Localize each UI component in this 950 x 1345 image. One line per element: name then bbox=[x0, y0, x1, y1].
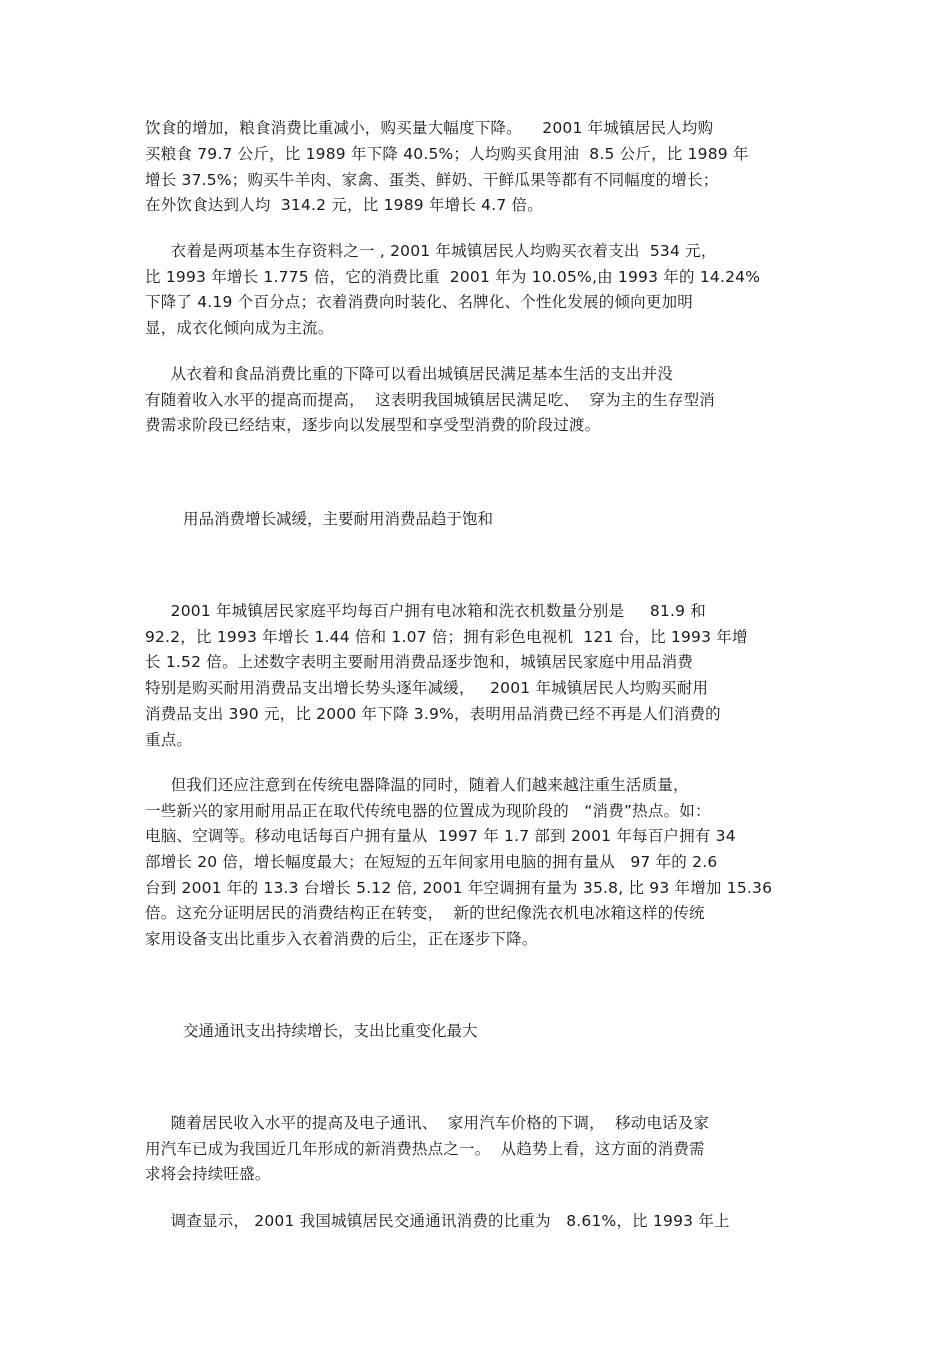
text-line: 家用设备支出比重步入衣着消费的后尘，正在逐步下降。 bbox=[145, 930, 538, 948]
text-line: 用汽车已成为我国近几年形成的新消费热点之一。 从趋势上看，这方面的消费需 bbox=[145, 1140, 705, 1158]
text-line: 重点。 bbox=[145, 731, 193, 749]
text-line: 但我们还应注意到在传统电器降温的同时，随着人们越来越注重生活质量， bbox=[145, 776, 689, 794]
text-line: 衣着是两项基本生存资料之一 , 2001 年城镇居民人均购买衣着支出 534 元， bbox=[145, 242, 717, 260]
section-heading: 交通通讯支出持续增长，支出比重变化最大 bbox=[183, 1022, 478, 1040]
text-line: 调查显示， 2001 我国城镇居民交通通讯消费的比重为 8.61%，比 1993 年上 bbox=[145, 1212, 730, 1230]
text-line: 比 1993 年增长 1.775 倍，它的消费比重 2001 年为 10.05%,由 1993 年的 14.24% bbox=[145, 268, 761, 286]
text-line: 特别是购买耐用消费品支出增长势头逐年减缓， 2001 年城镇居民人均购买耐用 bbox=[145, 679, 709, 697]
text-line: 有随着收入水平的提高而提高， 这表明我国城镇居民满足吃、 穿为主的生存型消 bbox=[145, 391, 716, 409]
text-line: 增长 37.5%；购买牛羊肉、家禽、蛋类、鲜奶、干鲜瓜果等都有不同幅度的增长； bbox=[145, 171, 719, 189]
text-line: 2001 年城镇居民家庭平均每百户拥有电冰箱和洗衣机数量分别是 81.9 和 bbox=[145, 602, 706, 620]
text-line: 92.2，比 1993 年增长 1.44 倍和 1.07 倍；拥有彩色电视机 121 台，比 1993 年增 bbox=[145, 628, 748, 646]
text-line: 下降了 4.19 个百分点；衣着消费向时装化、名牌化、个性化发展的倾向更加明 bbox=[145, 293, 693, 311]
section-heading: 用品消费增长减缓，主要耐用消费品趋于饱和 bbox=[183, 510, 494, 528]
text-line: 倍。这充分证明居民的消费结构正在转变， 新的世纪像洗衣机电冰箱这样的传统 bbox=[145, 904, 705, 922]
text-line: 台到 2001 年的 13.3 台增长 5.12 倍, 2001 年空调拥有量为 35.8, 比 93 年增加 15.36 bbox=[145, 879, 773, 897]
text-line: 求将会持续旺盛。 bbox=[145, 1165, 271, 1183]
text-line: 饮食的增加，粮食消费比重减小，购买量大幅度下降。 2001 年城镇居民人均购 bbox=[145, 119, 714, 137]
text-line: 部增长 20 倍，增长幅度最大；在短短的五年间家用电脑的拥有量从 97 年的 2.6 bbox=[145, 853, 718, 871]
text-line: 显，成衣化倾向成为主流。 bbox=[145, 319, 334, 337]
text-line: 电脑、空调等。移动电话每百户拥有量从 1997 年 1.7 部到 2001 年每百户拥有 34 bbox=[145, 827, 736, 845]
text-line: 买粮食 79.7 公斤，比 1989 年下降 40.5%；人均购买食用油 8.5 公斤，比 1989 年 bbox=[145, 145, 749, 163]
text-line: 长 1.52 倍。上述数字表明主要耐用消费品逐步饱和，城镇居民家庭中用品消费 bbox=[145, 653, 693, 671]
text-line: 一些新兴的家用耐用品正在取代传统电器的位置成为现阶段的 “消费”热点。如： bbox=[145, 802, 711, 820]
text-line: 在外饮食达到人均 314.2 元，比 1989 年增长 4.7 倍。 bbox=[145, 196, 543, 214]
text-line: 消费品支出 390 元，比 2000 年下降 3.9%，表明用品消费已经不再是人们消费的 bbox=[145, 705, 721, 723]
text-line: 费需求阶段已经结束，逐步向以发展型和享受型消费的阶段过渡。 bbox=[145, 416, 601, 434]
text-line: 随着居民收入水平的提高及电子通讯、 家用汽车价格的下调， 移动电话及家 bbox=[145, 1114, 710, 1132]
text-line: 从衣着和食品消费比重的下降可以看出城镇居民满足基本生活的支出并没 bbox=[145, 365, 674, 383]
